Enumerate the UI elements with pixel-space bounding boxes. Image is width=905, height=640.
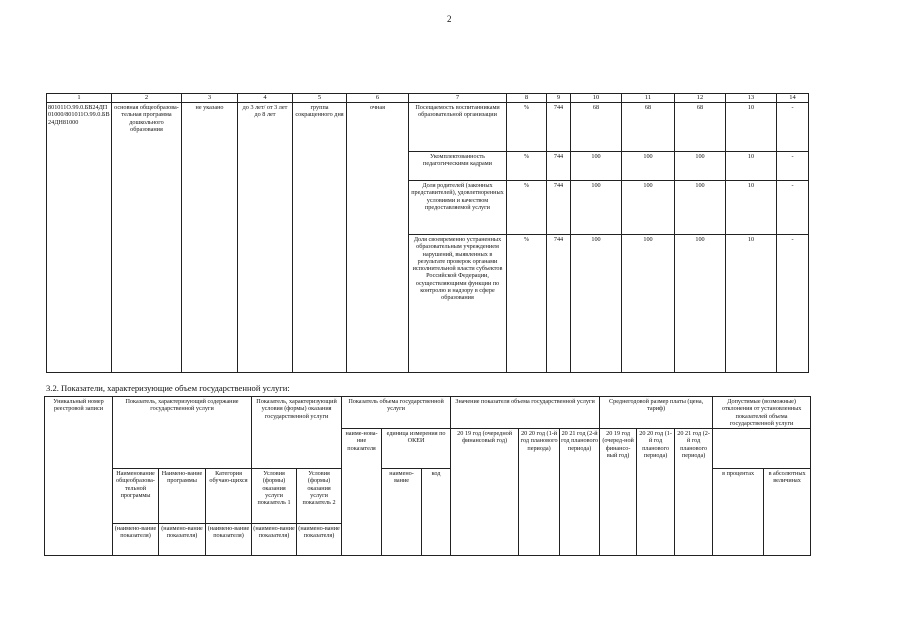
price-year1-header: 20 19 год (очеред-ной финансо-вый год) (600, 429, 637, 556)
program-type-header: Наименование общеобразова-тельной программы (113, 469, 159, 524)
program-name: основная общеобразова-тельная программа дошкольного образования (112, 103, 182, 373)
col-number: 11 (622, 94, 675, 103)
value-year3: 68 (675, 103, 726, 152)
study-form: очная (347, 103, 409, 373)
header-volume: Показатель объема государственной услуги (342, 397, 451, 429)
col-number: 4 (238, 94, 293, 103)
deviation-percent: 10 (726, 103, 777, 152)
indicator-name: Укомплектованность педагогическими кадрами (409, 152, 507, 181)
col-number: 2 (112, 94, 182, 103)
unit-name-header: наимено-вание (382, 469, 422, 556)
header-row (45, 397, 811, 429)
indicator-name: Доля своевременно устраненных образовательным учреждением нарушений, выявленных в результате проверок органами исполнительной власти субъектов Российской Федерации, осуществляющими функции по контролю и надзору в сфере образования (409, 235, 507, 373)
col-number: 9 (547, 94, 571, 103)
deviation-absolute: - (777, 103, 809, 152)
header-unique-number: Уникальный номер реестровой записи (45, 397, 113, 556)
quality-indicators-table (46, 93, 809, 373)
value-year1-header: 20 19 год (очередной финансовый год) (451, 429, 519, 556)
condition2-header: Условия (формы) оказания услуги показатель 2 (297, 469, 342, 524)
indicator-name-header: (наимено-вание показателя) (113, 524, 159, 556)
value-year3: 100 (675, 181, 726, 235)
deviation-absolute: - (777, 181, 809, 235)
deviation-percent: 10 (726, 152, 777, 181)
deviation-percent-header: в процентах (713, 469, 764, 556)
col-number: 3 (182, 94, 238, 103)
indicator-name-header: (наимено-вание показателя) (297, 524, 342, 556)
record-id: 801011О.99.0.БВ24ДП01000/801011О.99.0.БВ24ДН81000 (47, 103, 112, 373)
section-caption: 3.2. Показатели, характеризующие объем государственной услуги: (46, 383, 290, 393)
header-price: Среднегодовой размер платы (цена, тариф) (600, 397, 713, 429)
header-content: Показатель, характеризующий содержание государственной услуги (113, 397, 252, 469)
indicator-name: Посещаемость воспитанниками образовательной организации (409, 103, 507, 152)
okei-code: 744 (547, 181, 571, 235)
col-number: 5 (293, 94, 347, 103)
col-number: 12 (675, 94, 726, 103)
col-number: 14 (777, 94, 809, 103)
deviation-absolute: - (777, 152, 809, 181)
student-age: до 3 лет/ от 3 лет до 8 лет (238, 103, 293, 373)
col-number: 8 (507, 94, 547, 103)
unit: % (507, 235, 547, 373)
unit: % (507, 152, 547, 181)
col-number: 6 (347, 94, 409, 103)
price-year3-header: 20 21 год (2-й год планового периода) (675, 429, 713, 556)
value-year2-header: 20 20 год (1-й год планового периода) (519, 429, 560, 556)
header-deviation: Допустимые (возможные) отклонения от установленных показателей объема государственной услуги (713, 397, 811, 429)
okei-code: 744 (547, 235, 571, 373)
col-number: 10 (571, 94, 622, 103)
page-number: 2 (447, 14, 452, 24)
student-category: не указано (182, 103, 238, 373)
value-year3: 100 (675, 152, 726, 181)
volume-indicators-table (44, 396, 811, 556)
value-year1: 68 (571, 103, 622, 152)
okei-code: 744 (547, 152, 571, 181)
volume-unit-header: единица измерения по ОКЕИ (382, 429, 451, 469)
col-number: 1 (47, 94, 112, 103)
unit: % (507, 103, 547, 152)
indicator-name-header: (наимено-вание показателя) (206, 524, 252, 556)
column-number-row (47, 94, 809, 103)
okei-code: 744 (547, 103, 571, 152)
deviation-absolute: - (777, 235, 809, 373)
unit: % (507, 181, 547, 235)
col-number: 7 (409, 94, 507, 103)
student-category-header: Категория обучаю-щихся (206, 469, 252, 524)
unit-code-header: код (422, 469, 451, 556)
indicator-name: Доля родителей (законных представителей), удовлетворенных условиями и качеством предоставляемой услуги (409, 181, 507, 235)
volume-name-header: наиме-нова-ние показателя (342, 429, 382, 556)
deviation-percent: 10 (726, 235, 777, 373)
program-name-header: Наимено-вание программы (159, 469, 206, 524)
value-year2: 68 (622, 103, 675, 152)
indicator-name-header: (наимено-вание показателя) (159, 524, 206, 556)
table-row (47, 103, 809, 152)
value-year1: 100 (571, 152, 622, 181)
value-year3: 100 (675, 235, 726, 373)
value-year3-header: 20 21 год (2-й год планового периода) (560, 429, 600, 556)
group-type: группа сокращенного дня (293, 103, 347, 373)
price-year2-header: 20 20 год (1-й год планового периода) (637, 429, 675, 556)
deviation-percent: 10 (726, 181, 777, 235)
header-value: Значение показателя объема государственной услуги (451, 397, 600, 429)
value-year1: 100 (571, 181, 622, 235)
header-conditions: Показатель, характеризующий условия (формы) оказания государственной услуги (252, 397, 342, 469)
value-year2: 100 (622, 152, 675, 181)
condition1-header: Условия (формы) оказания услуги показатель 1 (252, 469, 297, 524)
deviation-absolute-header: в абсолютных величинах (764, 469, 811, 556)
value-year1: 100 (571, 235, 622, 373)
value-year2: 100 (622, 235, 675, 373)
deviation-spacer (713, 429, 811, 469)
col-number: 13 (726, 94, 777, 103)
value-year2: 100 (622, 181, 675, 235)
indicator-name-header: (наимено-вание показателя) (252, 524, 297, 556)
